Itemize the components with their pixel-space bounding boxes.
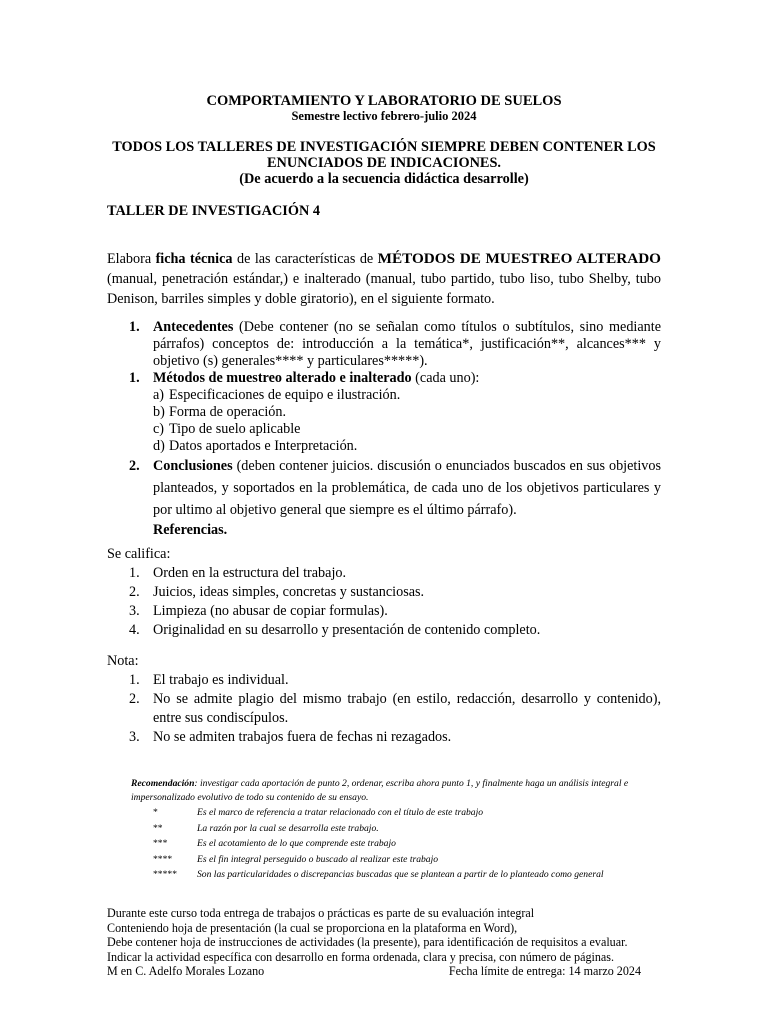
list-number: 4.: [129, 622, 140, 638]
list-item-heading: Métodos de muestreo alterado e inalterado: [153, 370, 412, 386]
list-number: 1.: [129, 319, 140, 335]
intro-text: de las características de: [232, 251, 378, 267]
sub-text: Tipo de suelo aplicable: [169, 421, 301, 437]
list-item-heading: Conclusiones: [153, 458, 233, 474]
footnote: [131, 821, 691, 837]
list-item: [107, 671, 661, 690]
sub-letter: a): [153, 387, 165, 403]
footer-line: Conteniendo hoja de presentación (la cual se proporciona en la plataforma en Word),: [107, 920, 518, 935]
list-item: [107, 728, 661, 747]
sub-text: Datos aportados e Interpretación.: [169, 438, 358, 454]
sub-letter: d): [153, 438, 165, 454]
sub-letter: b): [153, 404, 165, 420]
footer-block: [107, 906, 661, 979]
list-item: [107, 564, 661, 583]
footnote-text: Son las particularidades o discrepancias buscadas que se plantean a partir de lo planteado como general: [197, 869, 604, 880]
list-number: 2.: [129, 458, 140, 474]
grading-heading: Se califica:: [107, 546, 171, 562]
list-item-text: Orden en la estructura del trabajo.: [153, 565, 347, 581]
list-item-text: (Debe contener (no se señalan como títulos o subtítulos, sino mediante párrafos) conceptos de: introducción a la temática*, justificación**, alcances*** y objetivo (s) generales**** y particulares*****).: [153, 319, 661, 369]
author-name: M en C. Adelfo Morales Lozano: [107, 964, 265, 978]
list-item-text: No se admiten trabajos fuera de fechas ni rezagados.: [153, 729, 452, 745]
sub-text: Forma de operación.: [169, 404, 287, 420]
course-title: COMPORTAMIENTO Y LABORATORIO DE SUELOS: [206, 93, 562, 109]
grading-section: [107, 545, 661, 640]
notes-heading: Nota:: [107, 653, 139, 669]
list-item-text: Juicios, ideas simples, concretas y sustanciosas.: [153, 584, 425, 600]
footnote-text: Es el fin integral perseguido o buscado al realizar este trabajo: [197, 853, 439, 865]
sub-text: Especificaciones de equipo e ilustración.: [169, 387, 401, 403]
taller-title: TALLER DE INVESTIGACIÓN 4: [107, 203, 321, 219]
footnote-mark: ****: [153, 853, 173, 865]
list-item-text: No se admite plagio del mismo trabajo (en estilo, redacción, desarrollo y contenido), entre sus condiscípulos.: [153, 691, 661, 726]
list-item: [107, 602, 661, 621]
list-number: 1.: [129, 565, 140, 581]
list-item-conclusiones: [107, 455, 661, 521]
references-heading: Referencias.: [153, 522, 228, 538]
footer-signature-row: [107, 964, 661, 979]
sub-item: [107, 438, 661, 455]
footnote-mark: *****: [153, 869, 177, 880]
sub-item: [107, 404, 661, 421]
footnote: [131, 867, 691, 883]
notice-line-3: (De acuerdo a la secuencia didáctica desarrolle): [239, 171, 529, 187]
deadline: Fecha límite de entrega: 14 marzo 2024: [448, 964, 641, 978]
footnote: [131, 805, 691, 821]
references-line: [107, 521, 661, 539]
footnote-text: Es el acotamiento de lo que comprende este trabajo: [197, 838, 396, 849]
footnote-mark: ***: [153, 838, 168, 849]
intro-bold-ficha: ficha técnica: [155, 251, 233, 267]
list-item: [107, 583, 661, 602]
intro-text: (manual, penetración estándar,) e inalterado (manual, tubo partido, tubo liso, tubo Shelby, tubo Denison, barriles simples y doble giratorio), en el siguiente formato.: [107, 271, 661, 307]
intro-bold-metodos: MÉTODOS DE MUESTREO ALTERADO: [377, 250, 661, 267]
list-item-metodos: [107, 370, 661, 387]
structure-list: [107, 319, 661, 539]
list-item-text: (deben contener juicios. discusión o enunciados buscados en sus objetivos planteados, y soportados en la problemática, de cada uno de los objetivos particulares y por ultimo al objetivo general que siempre es el último párrafo).: [153, 458, 661, 518]
list-item-antecedentes: [107, 319, 661, 370]
list-number: 1.: [129, 672, 140, 688]
list-item: [107, 621, 661, 640]
recommendation-body: : investigar cada aportación de punto 2, ordenar, escriba ahora punto 1, y finalmente haga un análisis integral e impersonalizado evolutivo de todo su contenido de su ensayo.: [131, 778, 629, 803]
footnote-text: La razón por la cual se desarrolla este trabajo.: [197, 822, 379, 834]
notes-section: [107, 652, 661, 747]
semester-line: Semestre lectivo febrero-julio 2024: [291, 109, 477, 123]
list-number: 2.: [129, 584, 140, 600]
list-item-text: Limpieza (no abusar de copiar formulas).: [153, 603, 388, 619]
intro-paragraph: [107, 249, 661, 309]
footer-line: Indicar la actividad específica con desarrollo en forma ordenada, clara y precisa, con número de páginas.: [107, 949, 615, 964]
list-number: 3.: [129, 729, 140, 745]
sub-item: [107, 387, 661, 404]
footnote: [131, 836, 691, 852]
list-item-text: El trabajo es individual.: [153, 672, 289, 688]
notice-line-2: ENUNCIADOS DE INDICACIONES.: [267, 155, 501, 171]
recommendation-block: [131, 777, 691, 883]
recommendation-text: [131, 777, 691, 805]
footnote-text: Es el marco de referencia a tratar relacionado con el título de este trabajo: [197, 807, 484, 818]
footer-line: Durante este curso toda entrega de trabajos o prácticas es parte de su evaluación integral: [107, 906, 535, 920]
footnote-mark: **: [153, 822, 163, 834]
notice-line-1: TODOS LOS TALLERES DE INVESTIGACIÓN SIEMPRE DEBEN CONTENER LOS: [112, 139, 656, 155]
sub-letter: c): [153, 421, 165, 437]
recommendation-label: Recomendación: [131, 778, 195, 789]
footer-line: Debe contener hoja de instrucciones de actividades (la presente), para identificación de requisitos a evaluar.: [107, 935, 628, 949]
list-item-heading: Antecedentes: [153, 319, 234, 335]
footnote: [131, 852, 691, 868]
list-item: [107, 690, 661, 728]
list-number: 3.: [129, 603, 140, 619]
list-number: 2.: [129, 691, 140, 707]
intro-text: Elabora: [107, 251, 156, 267]
notice-block: [107, 139, 661, 187]
list-item-text: Originalidad en su desarrollo y presentación de contenido completo.: [153, 622, 541, 638]
list-number: 1.: [129, 370, 140, 386]
sub-item: [107, 421, 661, 438]
list-item-text: (cada uno):: [411, 370, 480, 386]
footnote-mark: *: [153, 807, 158, 818]
